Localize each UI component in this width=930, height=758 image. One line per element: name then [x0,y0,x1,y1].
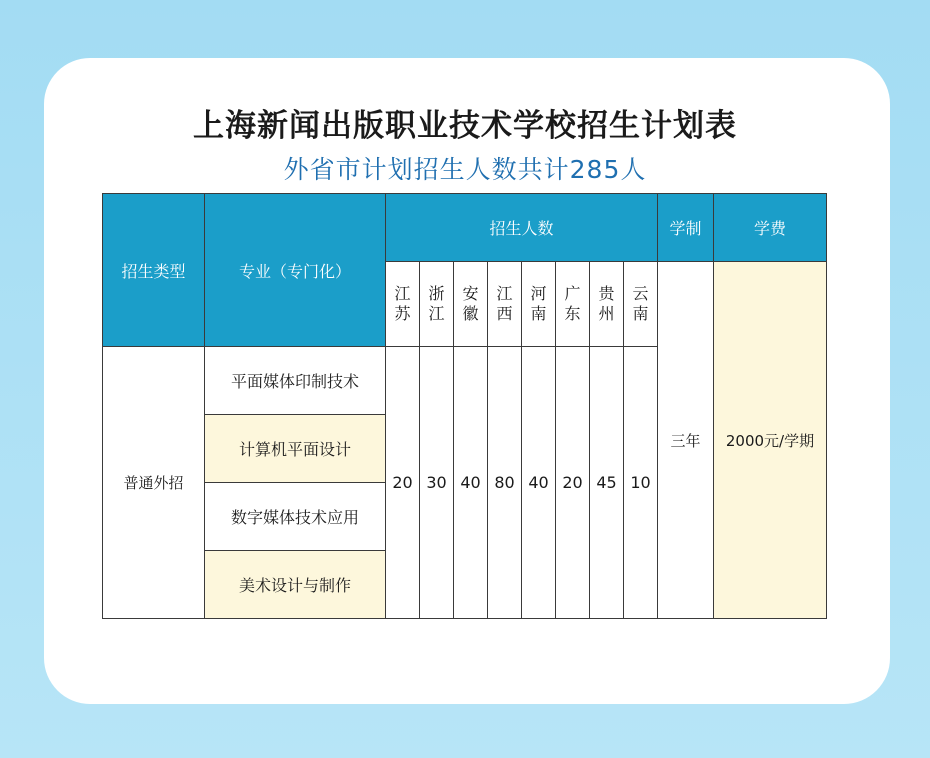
enrollment-plan-table [102,193,827,619]
count-cell: 45 [590,347,624,619]
province-header: 广 东 [556,262,590,347]
major-cell: 数字媒体技术应用 [205,483,386,551]
count-cell: 40 [522,347,556,619]
province-header: 云 南 [624,262,658,347]
province-header: 安 徽 [454,262,488,347]
province-header: 河 南 [522,262,556,347]
major-cell: 平面媒体印制技术 [205,347,386,415]
header-enrollment: 招生人数 [386,194,658,262]
count-cell: 20 [556,347,590,619]
count-cell: 80 [488,347,522,619]
province-header: 江 苏 [386,262,420,347]
tuition-cell: 2000元/学期 [714,262,827,619]
duration-cell: 三年 [658,262,714,619]
header-category: 招生类型 [103,194,205,347]
major-cell: 计算机平面设计 [205,415,386,483]
province-header: 浙 江 [420,262,454,347]
category-cell: 普通外招 [103,347,205,619]
header-duration: 学制 [658,194,714,262]
header-tuition: 学费 [714,194,827,262]
province-header: 江 西 [488,262,522,347]
province-header: 贵 州 [590,262,624,347]
count-cell: 40 [454,347,488,619]
count-cell: 10 [624,347,658,619]
page-subtitle: 外省市计划招生人数共计285人 [283,155,647,184]
major-cell: 美术设计与制作 [205,551,386,619]
count-cell: 30 [420,347,454,619]
header-major: 专业（专门化） [205,194,386,347]
page-title: 上海新闻出版职业技术学校招生计划表 [193,108,737,144]
count-cell: 20 [386,347,420,619]
